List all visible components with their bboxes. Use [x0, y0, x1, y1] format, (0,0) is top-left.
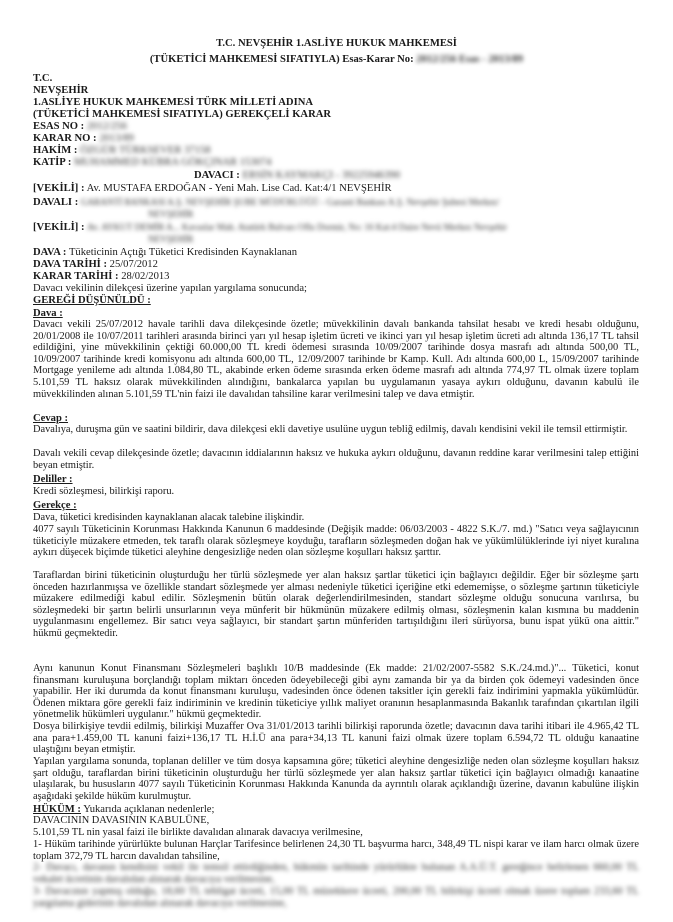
gerekce-p2: 4077 sayılı Tüketicinin Korunması Hakkında Kanunun 6 maddesinde (Değişik madde: 06/03/2003 - 4822 S.K./7. md.) "Satıcı veya sağlayıcının tüketiciyle müzakere etmeden, tek taraflı olarak sözleşmeye koyduğu, tarafların sözleşmeden doğan hak ve yükümlülüklerinde iyi niyet kuralına aykırı düşecek biçimde tüketici aleyhine dengesizliğe neden olan sözleşme koşulları haksız şarttır.: [33, 524, 639, 559]
vekil-2-label: [VEKİLİ] :: [33, 222, 85, 233]
katip-row: [33, 156, 271, 169]
vekil-1-row: [33, 182, 392, 195]
dava-label: DAVA :: [33, 247, 67, 258]
deliller-heading: Deliller :: [33, 474, 73, 485]
karar-tarihi-value: 28/02/2013: [121, 271, 170, 282]
header-line-2-text: (TÜKETİCİ MAHKEMESİ SIFATIYLA) Esas-Karar No:: [149, 54, 414, 65]
dava-value: Tüketicinin Açtığı Tüketici Kredisinden Kaynaklanan: [68, 247, 298, 258]
cevap-text-2: Davalı vekili cevap dilekçesinde özetle; davacının iddialarının haksız ve hukuka aykırı olduğunu, davanın reddine karar verilmesini talep ettiğini beyan etmiştir.: [33, 448, 639, 471]
vekil-2-value: Av. AYKUT DEMİR A... Kavaslar Mah. Atatürk Bulvarı Oflu Dormir, No: 16 Kat:4 Daire Nevü Merkez Nevşehir: [87, 222, 508, 232]
header-line-1: T.C. NEVŞEHİR 1.ASLİYE HUKUK MAHKEMESİ: [216, 38, 457, 49]
davali-row: [33, 196, 499, 209]
gerekce-p4: Aynı kanunun Konut Finansmanı Sözleşmeleri başlıklı 10/B maddesinde (Ek madde: 21/02/2007-5582 S.K./24.md.)"... Tüketici, konut finansmanı kuruluşuna borçlandığı toplam miktarı önceden ödeyebileceği gibi aynı zamanda bir ya da birden çok ödemeyi vadesinden önce yapabilir. Her iki durumda da konut finansmanı kuruluşu, vadesinden önce ödenen taksitler için gerekli faiz indirimini yapmakla yükümlüdür. Ödenen miktara göre gerekli faiz indiriminin ve kredinin tüketiciye yıllık maliyet oranının hesaplanmasında Bakanlık tarafından çıkartılan ilgili yönetmelik hükümleri uygulanır." hükmü geçmektedir.: [33, 663, 639, 721]
intro-line: Davacı vekilinin dilekçesi üzerine yapılan yargılama sonucunda;: [33, 283, 307, 294]
hukum-line-5: 3- Davacının yapmış olduğu, 18,60 TL tebligat ücreti, 15,00 TL müzekkere ücreti, 200,00 TL bilirkişi ücreti olmak üzere toplam 233,60 TL yargılama giderinin davalıdan alınarak davacıya verilmesine,: [33, 886, 639, 909]
hakim-value: ÖZGÜR TÜRKSEVER 37158: [80, 145, 211, 156]
davaci-label: DAVACI :: [194, 170, 240, 181]
heading-city: NEVŞEHİR: [33, 85, 89, 96]
esas-value: 2012/256: [86, 121, 127, 132]
davaci-value: ERSİN KAYMAKÇI - 39225946390: [242, 170, 401, 181]
katip-value: MUHAMMED KÜBRA GÖKÇINAR 153074: [74, 157, 272, 168]
davaci-row: [194, 169, 400, 182]
esas-label: ESAS NO :: [33, 121, 85, 132]
dava-text: Davacı vekili 25/07/2012 havale tarihli dava dilekçesinde özetle; müvekkilinin davalı bankanda tahsilat hesabı ve kredi hesabı olduğunu, 20/01/2008 ile 10/07/2011 tarihleri arasında birinci yarı yıl hesap işletim ücreti ve ikinci yarı yıl hesap işletim ücreti adı altında 136,17 TL tahsil edildiğini, yine müvekkilinin çektiği 60.000,00 TL kredi ödemesi sırasında 10/09/2007 tarihinde dosya masrafı adı altında 500,00 TL, 10/09/2007 tarihinde kredi komisyonu adı altında 600,00 TL, 12/09/2007 tarihinde br Kamp. Kull. Adı altında 600,00 L, 15/09/2007 tarihinde Mortgage yenileme adı altında 1.084,80 TL, akabinde erken ödeme sırasında erken ödeme masrafı adı altında 774,97 TL olmak üzere toplam 5.101,59 TL haksız olarak müvekkilinden alındığını, bankalarca yapılan bu uygulamanın yasaya aykırı olduğunu, davanın kabulü ile müvekkilinden alınan 5.101,59 TL'nin faizi ile davalıdan tahsiline karar verilmesini talep ve dava etmiştir.: [33, 319, 639, 400]
gerekce-p5: Dosya bilirkişiye tevdii edilmiş, bilirkişi Muzaffer Ova 31/01/2013 tarihli bilirkişi raporunda özetle; davacının dava tarihi itibari ile 4.965,42 TL ana para+1.459,00 TL kanuni faizi+136,17 TL H.İ.Ü ana para+34,13 TL kanuni faizi olmak üzere toplam 6.594,72 TL olduğu kanaatine ulaştığını beyan etmiştir.: [33, 721, 639, 756]
karar-label: KARAR NO :: [33, 133, 97, 144]
davali-label: DAVALI :: [33, 197, 79, 208]
karar-tarihi-label: KARAR TARİHİ :: [33, 271, 119, 282]
dava-tarihi-value: 25/07/2012: [109, 259, 158, 270]
gerekce-p6: Yapılan yargılama sonunda, toplanan deliller ve tüm dosya kapsamına göre; tüketici aleyhine dengesizliğe neden olan sözleşme koşulları haksız şart olduğu, taraflardan birini tüketicinin oluşturduğu her türlü sözleşmede yer alan haksız şartlar tüketici için bağlayıcı olmadığı kanaatine ulaşılarak, bu hususların 4077 sayılı Tüketicinin Korunması Hakkında Kanunda da ayrıntılı olarak açıklandığı üzerine, davanın kabulüne ilişkin aşağıdaki şekilde hüküm kurulmuştur.: [33, 756, 639, 802]
header-line-2: [0, 54, 673, 65]
deliller-text: Kredi sözleşmesi, bilirkişi raporu.: [33, 486, 175, 497]
heading-court: 1.ASLİYE HUKUK MAHKEMESİ TÜRK MİLLETİ ADINA: [33, 97, 313, 108]
heading-capacity: (TÜKETİCİ MAHKEMESİ SIFATIYLA) GEREKÇELİ KARAR: [33, 109, 332, 120]
katip-label: KATİP :: [33, 157, 72, 168]
section-title: GEREĞİ DÜŞÜNÜLDÜ :: [33, 295, 151, 306]
vekil-1-value: Av. MUSTAFA ERDOĞAN - Yeni Mah. Lise Cad. Kat:4/1 NEVŞEHİR: [86, 183, 392, 194]
gerekce-p1: Dava, tüketici kredisinden kaynaklanan alacak talebine ilişkindir.: [33, 512, 305, 523]
hukum-heading: HÜKÜM :: [33, 804, 81, 815]
cevap-heading: Cevap :: [33, 413, 69, 424]
davali-value-2: NEVŞEHİR: [148, 209, 194, 219]
vekil-2-value-2: NEVŞEHİR: [148, 234, 194, 244]
hukum-line-1: DAVACININ DAVASININ KABULÜNE,: [33, 815, 210, 826]
davali-value: GARANTİ BANKASI A.Ş. NEVŞEHİR ŞUBE MÜDÜRLÜĞÜ - Garanti Bankası A.Ş. Nevşehir Şubesi Merkez/: [80, 197, 500, 207]
vekil-1-label: [VEKİLİ] :: [33, 183, 85, 194]
karar-value: 2013/89: [99, 133, 134, 144]
hukum-line-3: 1- Hüküm tarihinde yürürlükte bulunan Harçlar Tarifesince belirlenen 24,30 TL başvurma harcı, 348,49 TL nispi karar ve ilam harcı olmak üzere toplam 372,79 TL harcın davalıdan tahsiline,: [33, 839, 639, 862]
dava-heading: Dava :: [33, 308, 63, 319]
hukum-line-2: 5.101,59 TL nin yasal faizi ile birlikte davalıdan alınarak davacıya verilmesine,: [33, 827, 363, 838]
dava-tarihi-label: DAVA TARİHİ :: [33, 259, 107, 270]
gerekce-heading: Gerekçe :: [33, 500, 77, 511]
cevap-text-1: Davalıya, duruşma gün ve saatini bildirir, dava dilekçesi ekli davetiye usulüne uygun tebliğ edilmiş, davalı kendisini vekil ile temsil ettirmiştir.: [33, 424, 628, 435]
hukum-line-4: 2- Davacı, davanın kendisini vekil ile temsil ettirdiğinden, hükmün tarihinde yürürlükte bulunan A.A.Ü.T. gereğince belirlenen 660,00 TL vekalet ücretinin davalıdan alınarak davacıya verilmesine,: [33, 862, 639, 885]
heading-tc: T.C.: [33, 73, 53, 84]
vekil-2-row: [33, 221, 507, 234]
hakim-label: HAKİM :: [33, 145, 78, 156]
header-case-number: 2012/256 Esas - 2013/89: [416, 54, 524, 65]
hukum-intro: Yukarıda açıklanan nedenlerle;: [83, 804, 215, 815]
gerekce-p3: Taraflardan birini tüketicinin oluşturduğu her türlü sözleşmede yer alan haksız şartlar tüketici için bağlayıcı değildir. Eğer bir sözleşme şartı önceden hazırlanmışsa ve özellikle standart sözleşmede yer alması nedeniyle tüketici içeriğine etki edememişse, o sözleşme şartının tüketiciyle müzakere edilmediği kabul edilir. Sözleşmenin bütün olarak değerlendirilmesinden, standart sözleşme olduğu sonucuna varılırsa, bu sözleşmedeki bir şartın belirli unsurlarının veya münferit bir hükmünün müzakere edilmiş olması, sözleşmenin kalan kısmına bu maddenin uygulanmasını engellemez. Bir satıcı veya sağlayıcı, bir standart şartın münferiden tartışıldığını ileri sürüyorsa, bunu ispat yükü ona aittir." hükmü geçmektedir.: [33, 570, 639, 639]
